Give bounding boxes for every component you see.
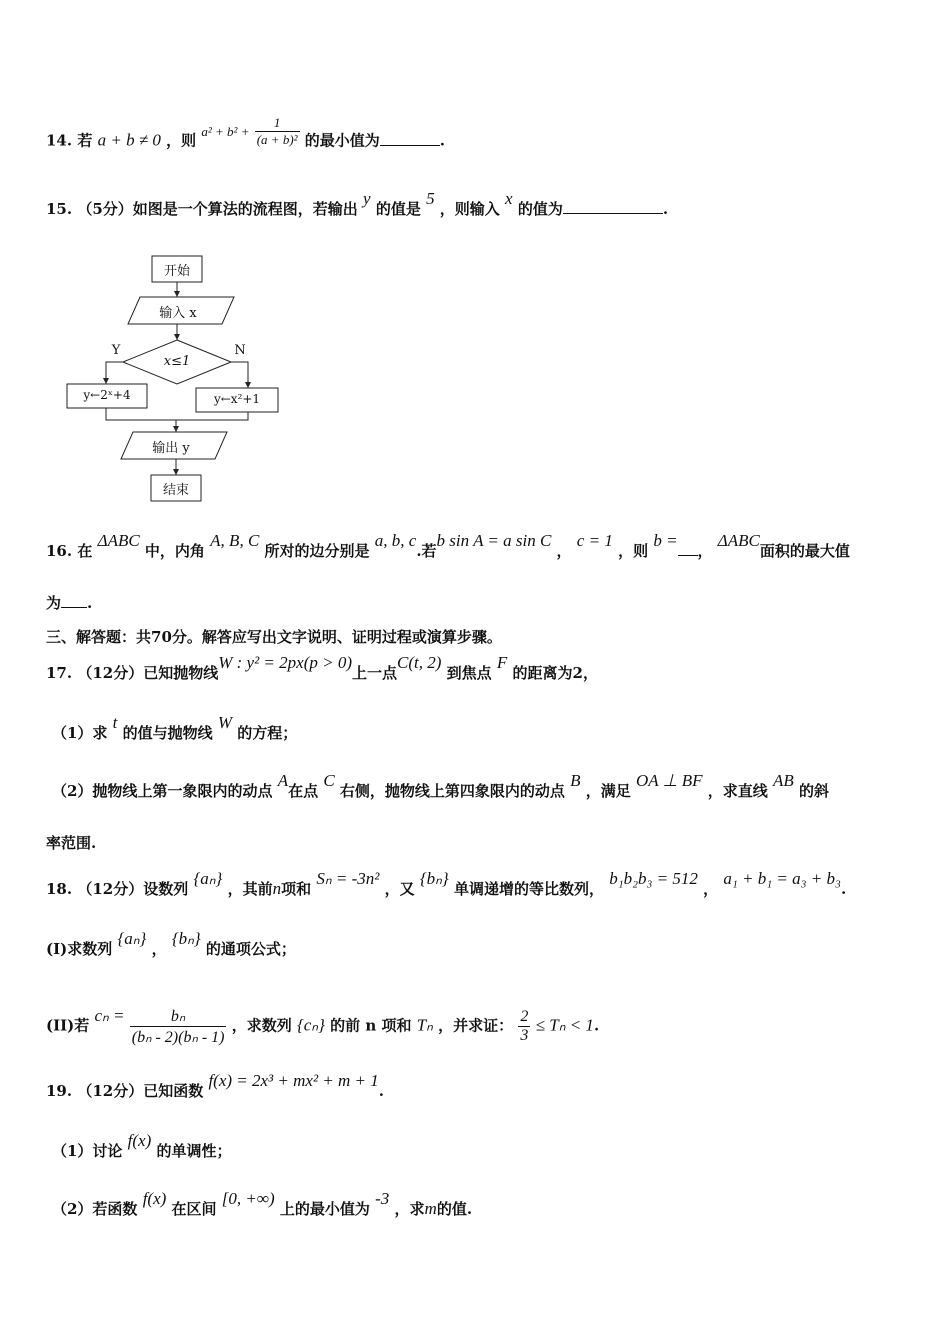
math-fraction: $\frac{1}{\text{(a + b)²}}$	[256, 115, 298, 147]
flow-condition-label: x≤1	[163, 354, 191, 369]
question-16: 16. 在 ΔABC 中，内角 A, B, C 所对的边分别是 a, b, c.若b sin A = a sin C ， c = 1 ，则 b =， ΔABC面积的最大值	[46, 531, 850, 560]
question-19-part1: （1）讨论 f(x) 的单调性；	[52, 1131, 232, 1160]
question-17-part1: （1）求 t 的值与抛物线 W 的方程；	[52, 713, 298, 742]
question-number: 19.	[46, 1082, 73, 1100]
math-expression: a² + b² +	[201, 123, 250, 139]
math-fraction: $\frac{\text{bₙ}}{\text{(bₙ - 2)(bₙ - 1)}}$	[131, 1008, 225, 1046]
question-17-part2: （2）抛物线上第一象限内的动点 A在点 C 右侧，抛物线上第四象限内的动点 B ，满足 OA ⊥ BF ，求直线 AB 的斜	[52, 771, 829, 800]
answer-blank[interactable]	[563, 199, 663, 214]
flow-input-label: 输入 x	[159, 306, 197, 321]
question-number: 17.	[46, 664, 73, 682]
answer-blank[interactable]	[380, 131, 440, 146]
question-18: 18. （12分）设数列 {aₙ} ，其前n项和 Sₙ = -3n² ，又 {bₙ} 单调递增的等比数列， b₁b₂b₃ = 512 ， a₁ + b₁ = a₃ + b₃.	[46, 869, 847, 898]
math-condition: a + b ≠ 0	[97, 130, 161, 150]
question-number: 14.	[46, 131, 73, 150]
question-15: 15. （5分）如图是一个算法的流程图，若输出 y 的值是 5 ，则输入 x 的值为 .	[46, 189, 669, 218]
question-19-part2: （2）若函数 f(x) 在区间 [0, +∞) 上的最小值为 -3 ，求m的值.	[52, 1189, 473, 1218]
question-number: 18.	[46, 880, 73, 898]
question-number: 16.	[46, 542, 73, 560]
flow-right-box-label: y←x²+1	[213, 392, 261, 406]
answer-blank[interactable]	[61, 593, 87, 608]
question-16-line2: 为 .	[46, 594, 93, 612]
section-heading: 三、解答题：共70分。解答应写出文字说明、证明过程或演算步骤。	[46, 628, 502, 646]
flow-start-label: 开始	[163, 264, 190, 279]
question-19: 19. （12分）已知函数 f(x) = 2x³ + mx² + m + 1.	[46, 1071, 385, 1100]
question-number: 15.	[46, 200, 73, 218]
flow-left-box-label: y←2ˣ+4	[83, 388, 131, 402]
question-17: 17. （12分）已知抛物线W : y² = 2px(p > 0)上一点C(t, 2) 到焦点 F 的距离为2，	[46, 653, 598, 682]
answer-blank[interactable]	[678, 541, 698, 556]
question-17-part2-line2: 率范围.	[46, 834, 97, 852]
question-14: 14. 若 a + b ≠ 0 ，则 a² + b² + $\frac{1}{\text{(a + b)²}}$ 的最小值为 .	[46, 115, 446, 150]
math-fraction: $\frac{2}{3}$	[520, 1008, 529, 1044]
question-18-part1: (I)求数列 {aₙ} ， {bₙ} 的通项公式；	[46, 929, 296, 958]
flow-yes-label: Y	[111, 343, 121, 358]
flow-no-label: N	[234, 343, 246, 358]
flow-end-label: 结束	[162, 483, 189, 498]
flow-output-label: 输出 y	[152, 441, 190, 456]
question-18-part2: (II)若 cₙ = $\frac{\text{bₙ}}{\text{(bₙ - 2)(bₙ - 1)}}$ ，求数列 {cₙ} 的前 n 项和 Tₙ ，并求证： $\frac{2}{3}$ ≤ Tₙ < 1.	[46, 1005, 600, 1046]
